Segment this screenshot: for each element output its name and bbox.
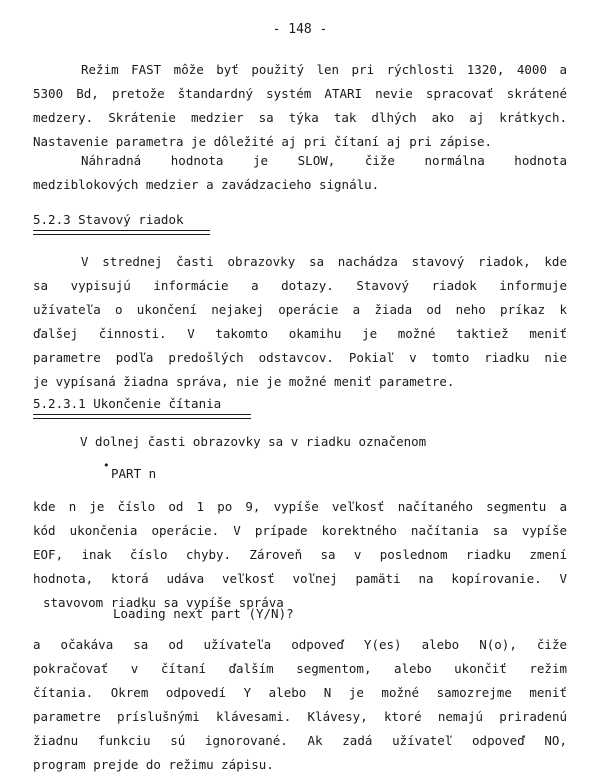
paragraph-end-reading-intro: V dolnej časti obrazovky sa v riadku označenom	[80, 434, 427, 449]
text-line: ďalšej činnosti. V takomto okamihu je možné taktiež meniť	[33, 326, 567, 341]
text-line: parametre podľa predošlých odstavcov. Pokiaľ v tomto riadku nie	[33, 350, 567, 365]
text-line: pokračovať v čítaní ďalším segmentom, alebo ukončiť režim	[33, 661, 567, 676]
text-line: sa vypisujú informácie a dotazy. Stavový riadok informuje	[33, 278, 567, 293]
text-line: kód ukončenia operácie. V prípade korektného načítania sa vypíše	[33, 523, 567, 538]
paragraph-status-line	[33, 250, 567, 394]
text-line: Nastavenie parametra je dôležité aj pri čítaní aj pri zápise.	[33, 134, 493, 149]
text-line: hodnota, ktorá udáva veľkosť voľnej pamäti na kopírovanie. V	[33, 571, 567, 586]
heading-underline	[33, 418, 251, 419]
section-heading-5-2-3: 5.2.3 Stavový riadok	[33, 212, 184, 227]
heading-underline	[33, 414, 251, 415]
paragraph-fast-mode	[33, 58, 567, 154]
heading-underline	[33, 230, 210, 231]
bullet-dot: •	[103, 459, 110, 472]
text-line: parametre príslušnými klávesami. Klávesy, ktoré nemajú priradenú	[33, 709, 567, 724]
text-line: žiadnu funkciu sú ignorované. Ak zadá užívateľ odpoveď NO,	[33, 733, 567, 748]
text-line: čítania. Okrem odpovedí Y alebo N je možné samozrejme meniť	[33, 685, 567, 700]
text-line: je vypísaná žiadna správa, nie je možné meniť parametre.	[33, 374, 455, 389]
text-line: stavovom riadku sa vypíše správa	[43, 595, 284, 610]
text-line: 5300 Bd, pretože štandardný systém ATARI nevie spracovať skrátené	[33, 86, 567, 101]
text-line: program prejde do režimu zápisu.	[33, 757, 274, 772]
paragraph-part-explanation	[33, 495, 567, 615]
text-line: a očakáva sa od užívateľa odpoveď Y(es) alebo N(o), čiže	[33, 637, 567, 652]
section-heading-5-2-3-1: 5.2.3.1 Ukončenie čítania	[33, 396, 222, 411]
loading-prompt-message: Loading next part (Y/N)?	[113, 606, 294, 621]
text-line: EOF, inak číslo chyby. Zároveň sa v poslednom riadku zmení	[33, 547, 567, 562]
page-number: - 148 -	[272, 22, 328, 37]
paragraph-answer	[33, 633, 567, 777]
text-line: užívateľa o ukončení nejakej operácie a žiada od neho príkaz k	[33, 302, 567, 317]
text-line: medziblokových medzier a zavádzacieho signálu.	[33, 177, 380, 192]
text-line: kde n je číslo od 1 po 9, vypíše veľkosť načítaného segmentu a	[33, 499, 567, 514]
text-line: Náhradná hodnota je SLOW, čiže normálna hodnota	[81, 153, 567, 168]
text-line: medzery. Skrátenie medzier sa týka tak dlhých ako aj krátkych.	[33, 110, 567, 125]
paragraph-slow-default	[33, 149, 567, 197]
part-marker: PART n	[111, 466, 157, 481]
text-line: V strednej časti obrazovky sa nachádza stavový riadok, kde	[81, 254, 567, 269]
text-line: Režim FAST môže byť použitý len pri rýchlosti 1320, 4000 a	[81, 62, 567, 77]
heading-underline	[33, 234, 210, 235]
